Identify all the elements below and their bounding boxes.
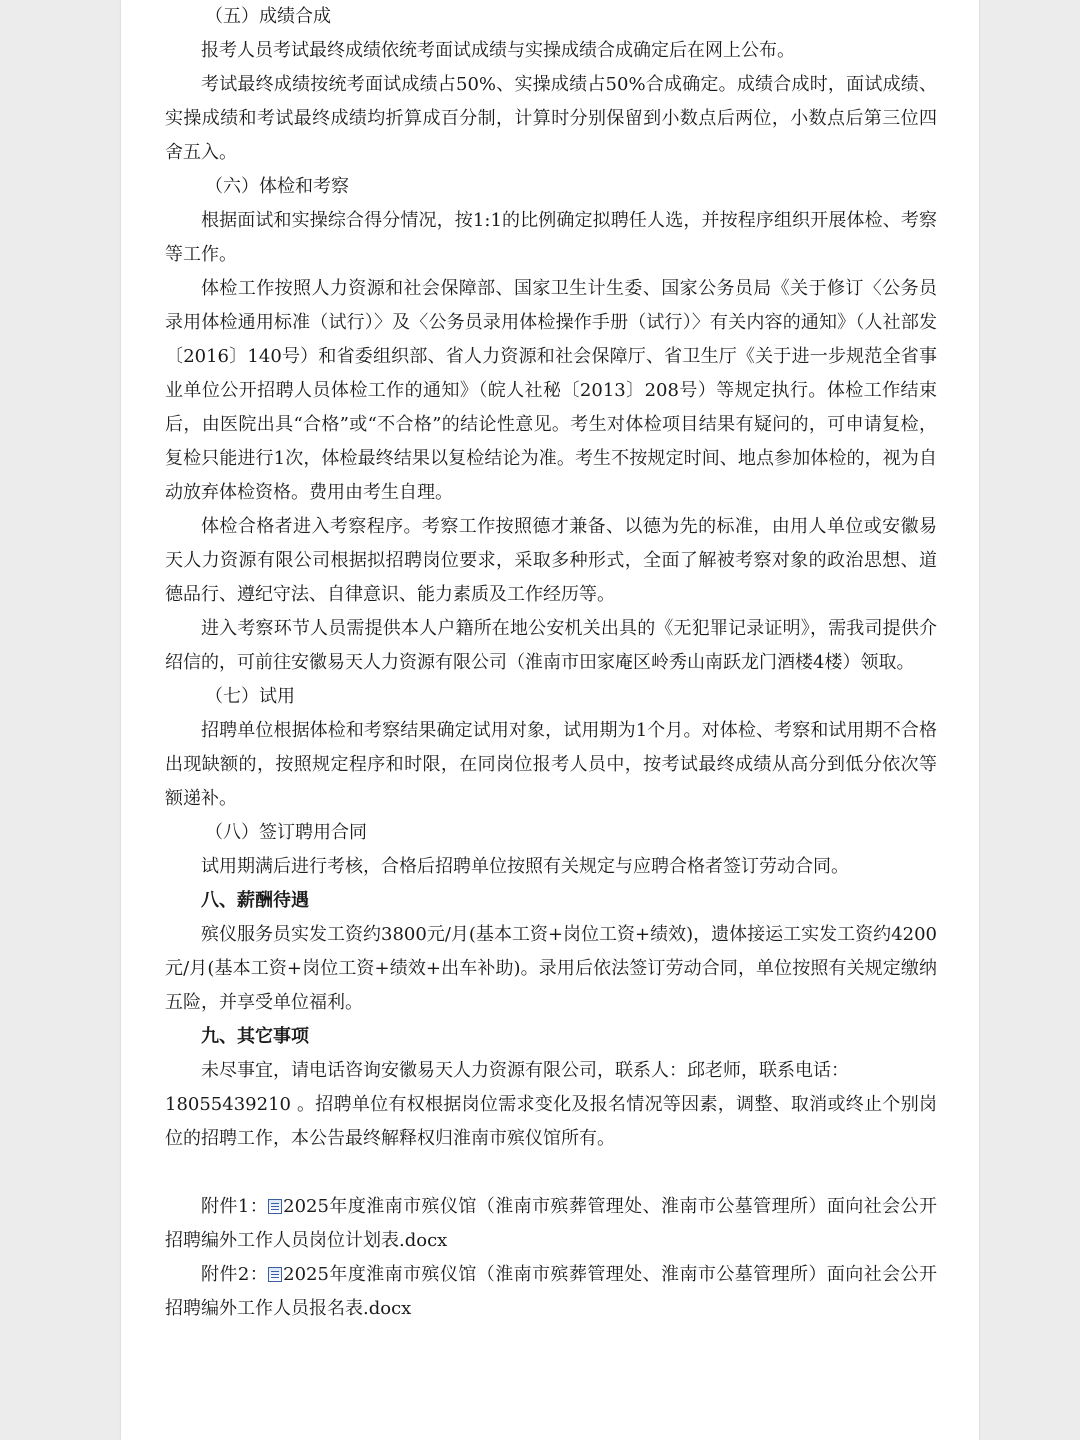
paragraph: 报考人员考试最终成绩依统考面试成绩与实操成绩合成确定后在网上公布。 bbox=[201, 40, 795, 61]
attachment-1 bbox=[165, 1190, 937, 1258]
section-heading-contract: （八）签订聘用合同 bbox=[205, 822, 367, 843]
paragraph-salary: 殡仪服务员实发工资约3800元/月(基本工资+岗位工资+绩效)，遗体接运工实发工资约4200元/月(基本工资+岗位工资+绩效+出车补助)。录用后依法签订劳动合同，单位按照有关规定缴纳五险，并享受单位福利。 bbox=[165, 924, 937, 1013]
section-heading-score: （五）成绩合成 bbox=[205, 6, 331, 27]
attachment-2-prefix: 附件2： bbox=[201, 1264, 269, 1285]
heading-other-matters: 九、其它事项 bbox=[201, 1026, 309, 1047]
paragraph: 进入考察环节人员需提供本人户籍所在地公安机关出具的《无犯罪记录证明》，需我司提供介绍信的，可前往安徽易天人力资源有限公司（淮南市田家庵区岭秀山南跃龙门酒楼4楼）领取。 bbox=[165, 618, 937, 673]
paragraph: 体检工作按照人力资源和社会保障部、国家卫生计生委、国家公务员局《关于修订〈公务员录用体检通用标准（试行）〉及〈公务员录用体检操作手册（试行）〉有关内容的通知》（人社部发〔2016〕140号）和省委组织部、省人力资源和社会保障厅、省卫生厅《关于进一步规范全省事业单位公开招聘人员体检工作的通知》（皖人社秘〔2013〕208号）等规定执行。体检工作结束后，由医院出具“合格”或“不合格”的结论性意见。考生对体检项目结果有疑问的，可申请复检，复检只能进行1次，体检最终结果以复检结论为准。考生不按规定时间、地点参加体检的，视为自动放弃体检资格。费用由考生自理。 bbox=[165, 278, 937, 503]
paragraph: 招聘单位根据体检和考察结果确定试用对象，试用期为1个月。对体检、考察和试用期不合格出现缺额的，按照规定程序和时限，在同岗位报考人员中，按考试最终成绩从高分到低分依次等额递补。 bbox=[165, 720, 937, 809]
document-body bbox=[165, 0, 937, 1326]
attachment-2-link[interactable]: 2025年度淮南市殡仪馆（淮南市殡葬管理处、淮南市公墓管理所）面向社会公开招聘编外工作人员报名表.docx bbox=[165, 1264, 937, 1319]
paragraph: 试用期满后进行考核，合格后招聘单位按照有关规定与应聘合格者签订劳动合同。 bbox=[201, 856, 849, 877]
section-heading-probation: （七）试用 bbox=[205, 686, 295, 707]
document-page bbox=[121, 0, 979, 1440]
section-heading-medical-check: （六）体检和考察 bbox=[205, 176, 349, 197]
spacer bbox=[165, 1156, 937, 1190]
paragraph-contact: 未尽事宜，请电话咨询安徽易天人力资源有限公司，联系人：邱老师，联系电话： bbox=[201, 1060, 849, 1081]
paragraph: 体检合格者进入考察程序。考察工作按照德才兼备、以德为先的标准，由用人单位或安徽易天人力资源有限公司根据拟招聘岗位要求，采取多种形式，全面了解被考察对象的政治思想、道德品行、遵纪守法、自律意识、能力素质及工作经历等。 bbox=[165, 516, 937, 605]
word-doc-icon[interactable] bbox=[268, 1267, 282, 1282]
paragraph: 考试最终成绩按统考面试成绩占50%、实操成绩占50%合成确定。成绩合成时，面试成绩、实操成绩和考试最终成绩均折算成百分制，计算时分别保留到小数点后两位，小数点后第三位四舍五入。 bbox=[165, 74, 937, 163]
heading-salary: 八、薪酬待遇 bbox=[201, 890, 309, 911]
paragraph-contact-rest: 18055439210 。招聘单位有权根据岗位需求变化及报名情况等因素，调整、取消或终止个别岗位的招聘工作，本公告最终解释权归淮南市殡仪馆所有。 bbox=[165, 1094, 937, 1149]
attachment-1-prefix: 附件1： bbox=[201, 1196, 269, 1217]
paragraph: 根据面试和实操综合得分情况，按1:1的比例确定拟聘任人选，并按程序组织开展体检、考察等工作。 bbox=[165, 210, 937, 265]
attachment-1-link[interactable]: 2025年度淮南市殡仪馆（淮南市殡葬管理处、淮南市公墓管理所）面向社会公开招聘编外工作人员岗位计划表.docx bbox=[165, 1196, 937, 1251]
word-doc-icon[interactable] bbox=[268, 1199, 282, 1214]
attachment-2 bbox=[165, 1258, 937, 1326]
